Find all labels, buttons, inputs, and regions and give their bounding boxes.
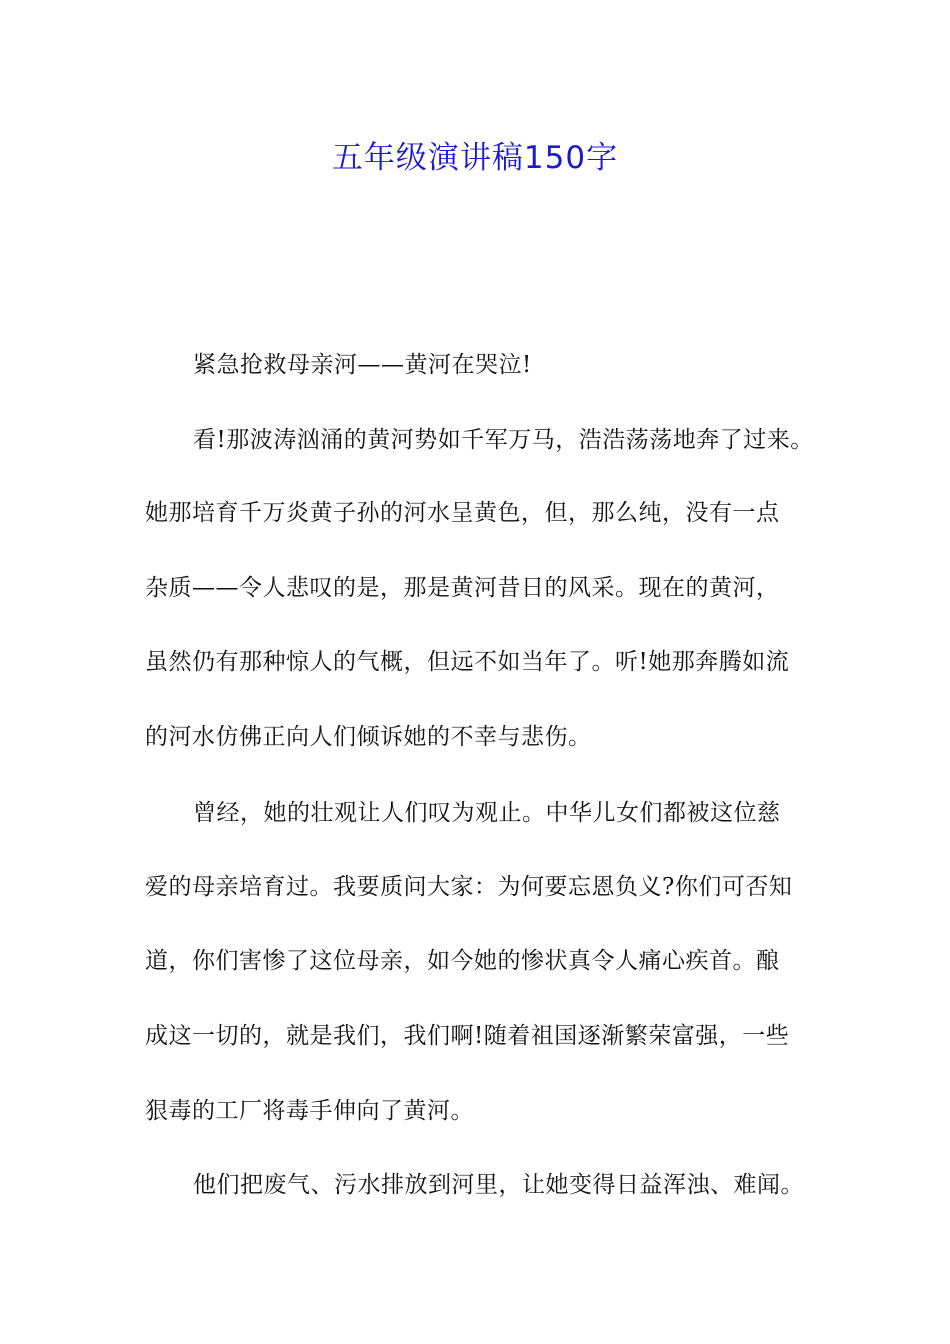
paragraph-line: 曾经，她的壮观让人们叹为观止。中华儿女们都被这位慈: [193, 800, 781, 826]
paragraph-line: 杂质——令人悲叹的是，那是黄河昔日的风采。现在的黄河，: [145, 575, 780, 601]
paragraph-line: 狠毒的工厂将毒手伸向了黄河。: [145, 1098, 474, 1124]
paragraph-line: 成这一切的，就是我们，我们啊!随着祖国逐渐繁荣富强，一些: [145, 1023, 790, 1049]
paragraph-line: 的河水仿佛正向人们倾诉她的不幸与悲伤。: [145, 724, 592, 750]
paragraph-line: 虽然仍有那种惊人的气概，但远不如当年了。听!她那奔腾如流: [145, 649, 790, 675]
paragraph-line: 道，你们害惨了这位母亲，如今她的惨状真令人痛心疾首。酿: [145, 948, 780, 974]
paragraph-line: 紧急抢救母亲河——黄河在哭泣!: [193, 352, 532, 378]
paragraph-line: 爱的母亲培育过。我要质问大家：为何要忘恩负义?你们可否知: [145, 874, 793, 900]
paragraph-line: 他们把废气、污水排放到河里，让她变得日益浑浊、难闻。: [193, 1172, 804, 1198]
document-title: 五年级演讲稿150字: [331, 140, 619, 176]
paragraph-line: 她那培育千万炎黄子孙的河水呈黄色，但，那么纯，没有一点: [145, 500, 780, 526]
paragraph-line: 看!那波涛汹涌的黄河势如千军万马，浩浩荡荡地奔了过来。: [193, 427, 814, 453]
